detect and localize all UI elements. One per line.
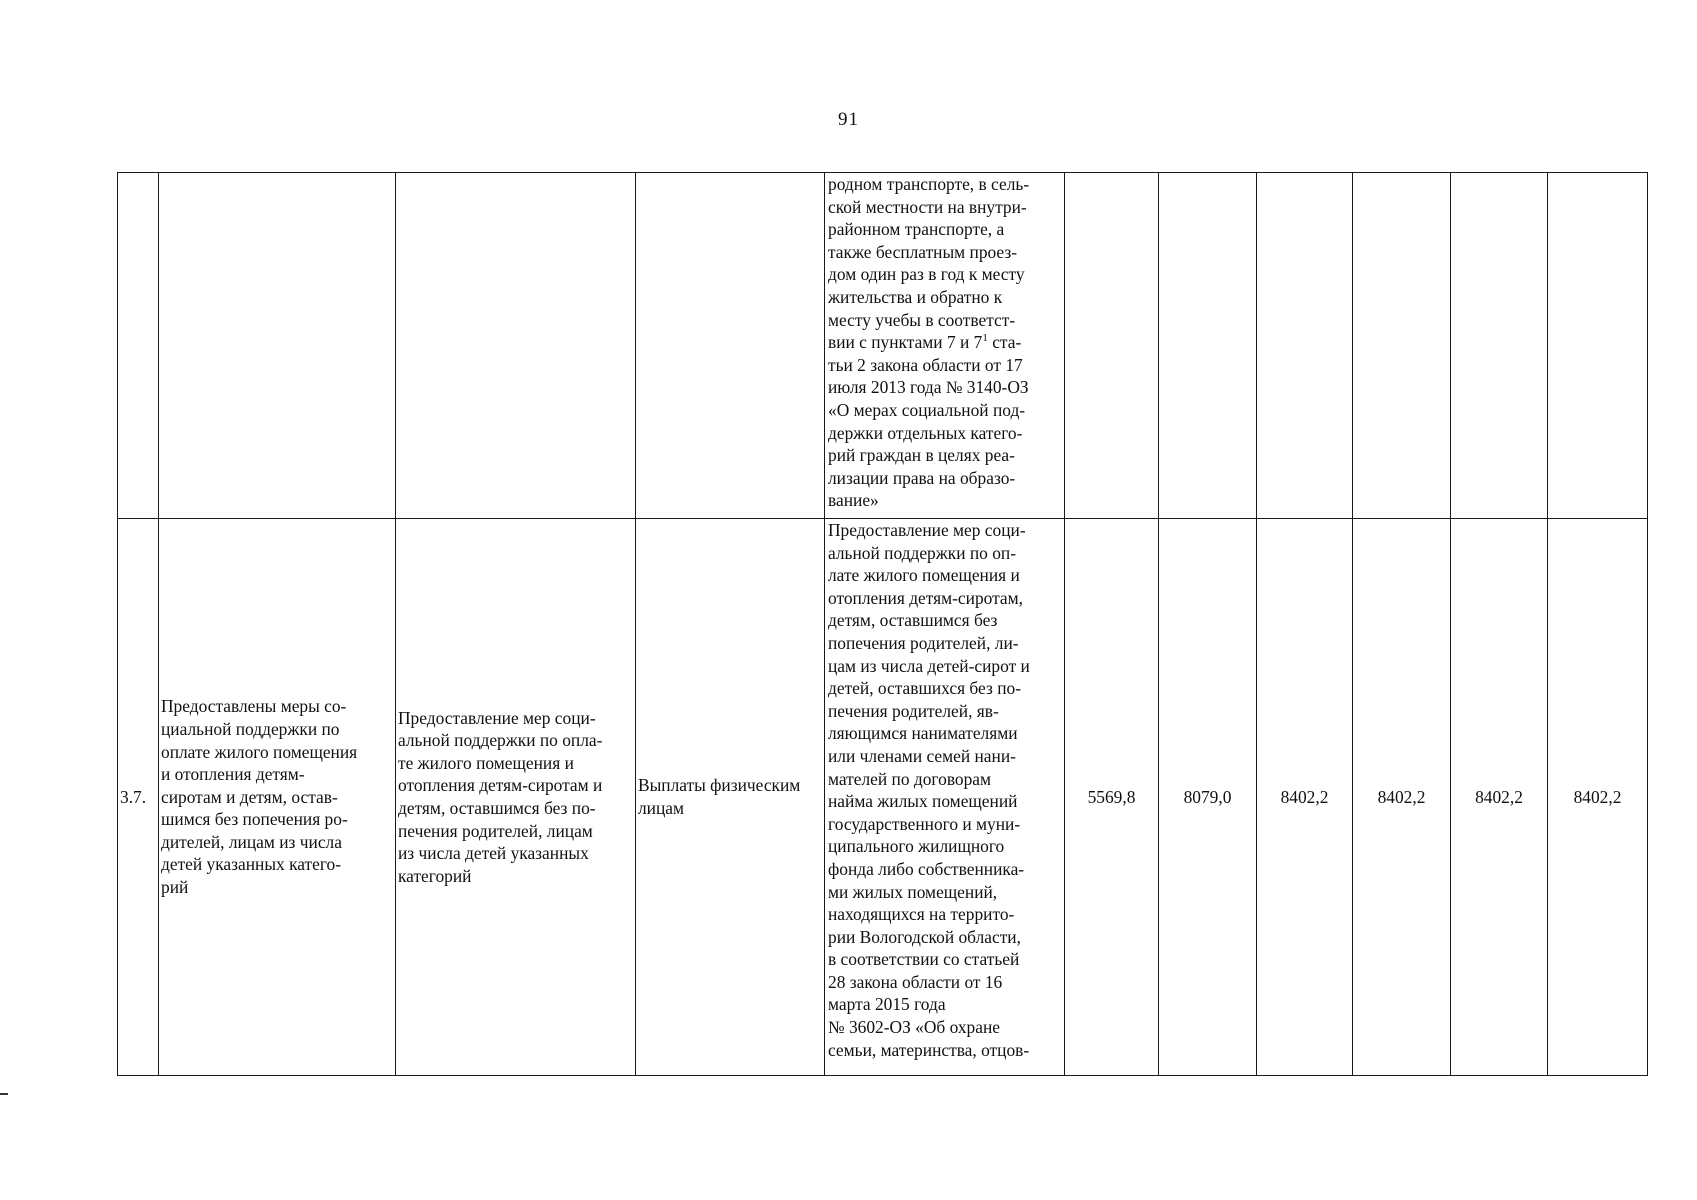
measure-line: отопления детям-сиротам и: [398, 775, 603, 796]
cell-value: [1451, 173, 1548, 519]
description-line: детей, оставшихся без по-: [828, 678, 1021, 699]
cell-value: [1159, 173, 1257, 519]
cell-type: [636, 173, 825, 519]
description-line: семьи, материнства, отцов-: [828, 1039, 1030, 1060]
description-line: в соответствии со статьей: [828, 949, 1020, 970]
description-line: рии Вологодской области,: [828, 926, 1021, 947]
measure-line: детям, оставшимся без по-: [398, 798, 596, 818]
cell-type: [636, 519, 825, 1076]
cell-value: [1065, 173, 1159, 519]
description-line: «О мерах социальной под-: [828, 399, 1026, 420]
description-line: ской местности на внутри-: [828, 196, 1027, 217]
description-line: мателей по договорам: [828, 768, 992, 789]
cell-value: [1257, 173, 1353, 519]
result-line: дителей, лицам из числа: [161, 831, 342, 852]
description-line: 28 закона области от 16: [828, 971, 1003, 992]
description-line: попечения родителей, ли-: [828, 632, 1019, 653]
measure-line: категорий: [398, 865, 472, 886]
description-line: ми жилых помещений,: [828, 881, 998, 902]
cell-value: 8402,2: [1548, 519, 1648, 1076]
description-line: детям, оставшимся без: [828, 610, 998, 631]
type-line: лицам: [638, 798, 685, 818]
measure-line: те жилого помещения и: [398, 752, 574, 773]
result-line: и отопления детям-: [161, 764, 305, 785]
type-line: Выплаты физическим: [638, 775, 801, 796]
description-line: Предоставление мер соци-: [828, 520, 1026, 540]
description-line: находящихся на террито-: [828, 904, 1015, 925]
result-line: сиротам и детям, остав-: [161, 786, 338, 807]
measure-line: альной поддержки по опла-: [398, 730, 603, 751]
description-line: жительства и обратно к: [828, 286, 1003, 307]
cell-description: [825, 173, 1065, 519]
result-line: Предоставлены меры со-: [161, 696, 347, 717]
cell-value: [1353, 173, 1451, 519]
cell-description: [825, 519, 1065, 1076]
cell-value: 8402,2: [1353, 519, 1451, 1076]
description-line: отопления детям-сиротам,: [828, 587, 1023, 608]
cell-result: [159, 173, 396, 519]
description-line: также бесплатным проез-: [828, 241, 1018, 262]
description-line: дом один раз в год к месту: [828, 264, 1025, 285]
cell-result: [159, 519, 396, 1076]
result-line: шимся без попечения ро-: [161, 809, 348, 830]
description-line: печения родителей, яв-: [828, 700, 999, 721]
cell-num: [118, 173, 159, 519]
cell-value: 8079,0: [1159, 519, 1257, 1076]
description-text: вии с пунктами 7 и 7: [828, 332, 983, 353]
cell-value: [1548, 173, 1648, 519]
description-line: марта 2015 года: [828, 994, 946, 1015]
result-line: детей указанных катего-: [161, 854, 342, 875]
description-line: [828, 331, 1062, 354]
cell-value: 8402,2: [1451, 519, 1548, 1076]
description-line: вание»: [828, 490, 879, 511]
table-row: [118, 173, 1648, 519]
description-line: лате жилого помещения и: [828, 565, 1020, 586]
description-line: июля 2013 года № 3140-ОЗ: [828, 377, 1029, 398]
table-row: [118, 519, 1648, 1076]
measure-line: печения родителей, лицам: [398, 820, 593, 841]
description-line: ципального жилищного: [828, 836, 1005, 857]
description-line: альной поддержки по оп-: [828, 542, 1017, 563]
description-line: районном транспорте, а: [828, 219, 1005, 240]
measure-line: Предоставление мер соци-: [398, 707, 596, 728]
description-line: ляющимся нанимателями: [828, 723, 1018, 744]
cell-value: 8402,2: [1257, 519, 1353, 1076]
page-number: 91: [838, 109, 859, 130]
result-line: циальной поддержки по: [161, 718, 340, 739]
program-table: [117, 172, 1648, 1076]
description-line: месту учебы в соответст-: [828, 309, 1016, 330]
description-line: или членами семей нани-: [828, 745, 1016, 766]
description-line: найма жилых помещений: [828, 791, 1018, 812]
measure-line: из числа детей указанных: [398, 843, 589, 864]
description-line: государственного и муни-: [828, 813, 1021, 834]
description-line: цам из числа детей-сирот и: [828, 655, 1030, 676]
cell-measure: [396, 173, 636, 519]
description-line: рий граждан в целях реа-: [828, 445, 1015, 466]
description-line: № 3602-ОЗ «Об охране: [828, 1017, 1000, 1038]
description-line: лизации права на образо-: [828, 467, 1016, 488]
result-line: оплате жилого помещения: [161, 741, 358, 762]
result-line: рий: [161, 877, 189, 898]
cell-num: 3.7.: [118, 519, 159, 1076]
cell-measure: [396, 519, 636, 1076]
description-text: ста-: [987, 332, 1022, 353]
superscript: 1: [982, 332, 988, 345]
description-line: родном транспорте, в сель-: [828, 174, 1030, 194]
margin-mark: [0, 1093, 8, 1095]
description-line: фонда либо собственника-: [828, 858, 1025, 879]
description-line: тьи 2 закона области от 17: [828, 354, 1023, 375]
description-line: держки отдельных катего-: [828, 422, 1023, 443]
cell-value: 5569,8: [1065, 519, 1159, 1076]
